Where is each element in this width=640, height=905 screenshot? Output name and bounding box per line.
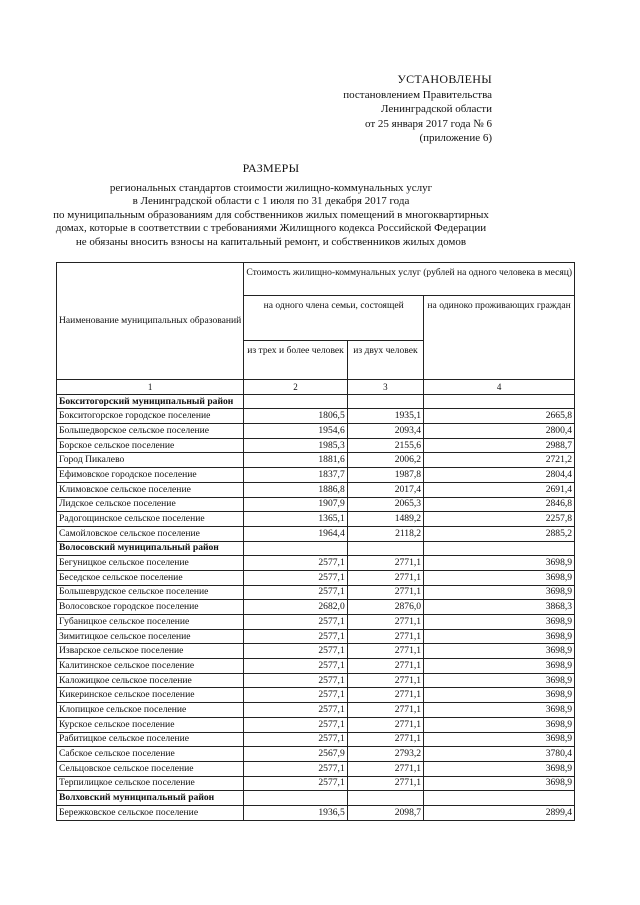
cost-three-plus: 1954,6 — [244, 424, 347, 439]
table-row — [57, 453, 575, 468]
cost-three-plus: 2577,1 — [244, 776, 347, 791]
cost-two: 2771,1 — [347, 570, 423, 585]
header-single: на одиноко проживающих граждан — [424, 296, 575, 380]
district-row — [57, 791, 575, 806]
column-number: 2 — [244, 380, 347, 395]
approval-heading: УСТАНОВЛЕНЫ — [397, 72, 492, 86]
cost-single: 3698,9 — [424, 644, 575, 659]
settlement-name: Рабитицкое сельское поселение — [57, 732, 244, 747]
cost-single: 3868,3 — [424, 600, 575, 615]
cost-two: 2771,1 — [347, 556, 423, 571]
cost-two: 1935,1 — [347, 409, 423, 424]
cost-single: 3698,9 — [424, 585, 575, 600]
table-row — [57, 673, 575, 688]
cost-single: 3698,9 — [424, 570, 575, 585]
cost-single: 3698,9 — [424, 659, 575, 674]
settlement-name: Самойловское сельское поселение — [57, 526, 244, 541]
cost-single: 2804,4 — [424, 468, 575, 483]
subtitle-line: региональных стандартов стоимости жилищно-коммунальных услуг — [109, 181, 433, 194]
settlement-name: Бокситогорское городское поселение — [57, 409, 244, 424]
cost-three-plus: 2577,1 — [244, 688, 347, 703]
cost-three-plus: 2577,1 — [244, 629, 347, 644]
settlement-name: Бережковское сельское поселение — [57, 805, 244, 820]
cost-single: 3698,9 — [424, 688, 575, 703]
cost-single: 3698,9 — [424, 717, 575, 732]
table-row — [57, 659, 575, 674]
empty-cell — [347, 541, 423, 556]
cost-two: 2771,1 — [347, 761, 423, 776]
cost-two: 1489,2 — [347, 512, 423, 527]
table-row — [57, 409, 575, 424]
document-title: РАЗМЕРЫ — [242, 161, 300, 175]
cost-two: 2093,4 — [347, 424, 423, 439]
cost-two: 2793,2 — [347, 747, 423, 762]
cost-two: 2771,1 — [347, 644, 423, 659]
subtitle-line: в Ленинградской области с 1 июля по 31 декабря 2017 года — [132, 195, 410, 207]
table-row — [57, 600, 575, 615]
table-row — [57, 805, 575, 820]
table-row — [57, 438, 575, 453]
column-number: 3 — [347, 380, 423, 395]
empty-cell — [244, 541, 347, 556]
cost-three-plus: 2577,1 — [244, 732, 347, 747]
table-row — [57, 629, 575, 644]
cost-single: 2885,2 — [424, 526, 575, 541]
table-row — [57, 776, 575, 791]
empty-cell — [424, 791, 575, 806]
cost-three-plus: 2577,1 — [244, 703, 347, 718]
approval-line: (приложение 6) — [419, 132, 492, 144]
cost-two: 2771,1 — [347, 732, 423, 747]
table-row — [57, 703, 575, 718]
cost-two: 2771,1 — [347, 703, 423, 718]
empty-cell — [347, 791, 423, 806]
cost-single: 3698,9 — [424, 629, 575, 644]
table-body — [57, 263, 575, 821]
settlement-name: Губаницкое сельское поселение — [57, 615, 244, 630]
table-row — [57, 717, 575, 732]
cost-three-plus: 1365,1 — [244, 512, 347, 527]
table-row — [57, 585, 575, 600]
cost-three-plus: 1837,7 — [244, 468, 347, 483]
cost-two: 2771,1 — [347, 717, 423, 732]
table-row — [57, 747, 575, 762]
header-three-plus: из трех и более человек — [244, 341, 347, 380]
district-name: Волосовский муниципальный район — [57, 541, 244, 556]
settlement-name: Большеврудское сельское поселение — [57, 585, 244, 600]
cost-single: 2665,8 — [424, 409, 575, 424]
settlement-name: Зимитицкое сельское поселение — [57, 629, 244, 644]
cost-three-plus: 2577,1 — [244, 615, 347, 630]
settlement-name: Терпилицкое сельское поселение — [57, 776, 244, 791]
cost-two: 2155,6 — [347, 438, 423, 453]
cost-three-plus: 2567,9 — [244, 747, 347, 762]
settlement-name: Бегуницкое сельское поселение — [57, 556, 244, 571]
empty-cell — [244, 791, 347, 806]
column-number-row — [57, 380, 575, 395]
table-row — [57, 615, 575, 630]
approval-line: постановлением Правительства — [343, 88, 492, 101]
cost-three-plus: 1985,3 — [244, 438, 347, 453]
settlement-name: Клопицкое сельское поселение — [57, 703, 244, 718]
cost-single: 2721,2 — [424, 453, 575, 468]
cost-single: 3698,9 — [424, 615, 575, 630]
settlement-name: Курское сельское поселение — [57, 717, 244, 732]
table-row — [57, 497, 575, 512]
empty-cell — [347, 394, 423, 409]
cost-single: 2899,4 — [424, 805, 575, 820]
subtitle-line: по муниципальным образованиям для собственников жилых помещений в многоквартирных — [53, 208, 489, 221]
settlement-name: Большедворское сельское поселение — [57, 424, 244, 439]
cost-single: 2691,4 — [424, 482, 575, 497]
district-row — [57, 394, 575, 409]
cost-two: 2771,1 — [347, 776, 423, 791]
settlement-name: Волосовское городское поселение — [57, 600, 244, 615]
cost-two: 1987,8 — [347, 468, 423, 483]
approval-block — [343, 72, 492, 146]
cost-three-plus: 2577,1 — [244, 570, 347, 585]
cost-three-plus: 1907,9 — [244, 497, 347, 512]
cost-three-plus: 2577,1 — [244, 585, 347, 600]
cost-three-plus: 2577,1 — [244, 556, 347, 571]
district-name: Волховский муниципальный район — [57, 791, 244, 806]
cost-three-plus: 2577,1 — [244, 717, 347, 732]
cost-two: 2771,1 — [347, 659, 423, 674]
cost-three-plus: 1936,5 — [244, 805, 347, 820]
settlement-name: Сабское сельское поселение — [57, 747, 244, 762]
cost-single: 3698,9 — [424, 703, 575, 718]
column-number: 4 — [424, 380, 575, 395]
cost-three-plus: 2682,0 — [244, 600, 347, 615]
cost-single: 3698,9 — [424, 761, 575, 776]
cost-two: 2771,1 — [347, 673, 423, 688]
column-number: 1 — [57, 380, 244, 395]
cost-two: 2118,2 — [347, 526, 423, 541]
cost-three-plus: 1886,8 — [244, 482, 347, 497]
settlement-name: Калитинское сельское поселение — [57, 659, 244, 674]
table-row — [57, 732, 575, 747]
table-row — [57, 570, 575, 585]
settlement-name: Климовское сельское поселение — [57, 482, 244, 497]
cost-two: 2065,3 — [347, 497, 423, 512]
table-row — [57, 424, 575, 439]
cost-single: 3780,4 — [424, 747, 575, 762]
settlement-name: Изварское сельское поселение — [57, 644, 244, 659]
header-cost: Стоимость жилищно-коммунальных услуг (рублей на одного человека в месяц) — [244, 263, 575, 296]
cost-two: 2006,2 — [347, 453, 423, 468]
cost-single: 2846,8 — [424, 497, 575, 512]
table-row — [57, 761, 575, 776]
cost-three-plus: 1881,6 — [244, 453, 347, 468]
cost-two: 2876,0 — [347, 600, 423, 615]
cost-two: 2771,1 — [347, 585, 423, 600]
cost-single: 2988,7 — [424, 438, 575, 453]
empty-cell — [244, 394, 347, 409]
table-row — [57, 482, 575, 497]
subtitle-line: домах, которые в соответствии с требованиями Жилищного кодекса Российской Федерации — [55, 222, 487, 234]
empty-cell — [424, 541, 575, 556]
table-row — [57, 468, 575, 483]
cost-single: 3698,9 — [424, 673, 575, 688]
approval-line: Ленинградской области — [381, 103, 492, 115]
empty-cell — [424, 394, 575, 409]
cost-single: 3698,9 — [424, 556, 575, 571]
district-row — [57, 541, 575, 556]
cost-single: 3698,9 — [424, 776, 575, 791]
cost-two: 2098,7 — [347, 805, 423, 820]
district-name: Бокситогорский муниципальный район — [57, 394, 244, 409]
settlement-name: Борское сельское поселение — [57, 438, 244, 453]
table-row — [57, 556, 575, 571]
cost-two: 2771,1 — [347, 615, 423, 630]
cost-two: 2771,1 — [347, 629, 423, 644]
settlement-name: Беседское сельское поселение — [57, 570, 244, 585]
cost-single: 2800,4 — [424, 424, 575, 439]
header-row — [57, 263, 575, 296]
cost-three-plus: 2577,1 — [244, 761, 347, 776]
settlement-name: Кикеринское сельское поселение — [57, 688, 244, 703]
cost-three-plus: 1964,4 — [244, 526, 347, 541]
settlement-name: Город Пикалево — [57, 453, 244, 468]
cost-single: 2257,8 — [424, 512, 575, 527]
document-title-block — [48, 162, 494, 249]
standards-table — [56, 262, 575, 821]
table-row — [57, 688, 575, 703]
cost-two: 2017,4 — [347, 482, 423, 497]
settlement-name: Лидское сельское поселение — [57, 497, 244, 512]
cost-three-plus: 2577,1 — [244, 659, 347, 674]
cost-three-plus: 2577,1 — [244, 673, 347, 688]
settlement-name: Ефимовское городское поселение — [57, 468, 244, 483]
settlement-name: Сельцовское сельское поселение — [57, 761, 244, 776]
table-row — [57, 512, 575, 527]
table-row — [57, 644, 575, 659]
cost-three-plus: 2577,1 — [244, 644, 347, 659]
table-row — [57, 526, 575, 541]
header-family-member: на одного члена семьи, состоящей — [244, 296, 424, 341]
cost-two: 2771,1 — [347, 688, 423, 703]
settlement-name: Каложицкое сельское поселение — [57, 673, 244, 688]
cost-three-plus: 1806,5 — [244, 409, 347, 424]
approval-line: от 25 января 2017 года № 6 — [365, 117, 492, 130]
subtitle-line: не обязаны вносить взносы на капитальный ремонт, и собственников жилых домов — [75, 235, 467, 248]
settlement-name: Радогощинское сельское поселение — [57, 512, 244, 527]
cost-single: 3698,9 — [424, 732, 575, 747]
header-name: Наименование муниципальных образований — [57, 263, 244, 380]
header-two: из двух человек — [347, 341, 423, 380]
